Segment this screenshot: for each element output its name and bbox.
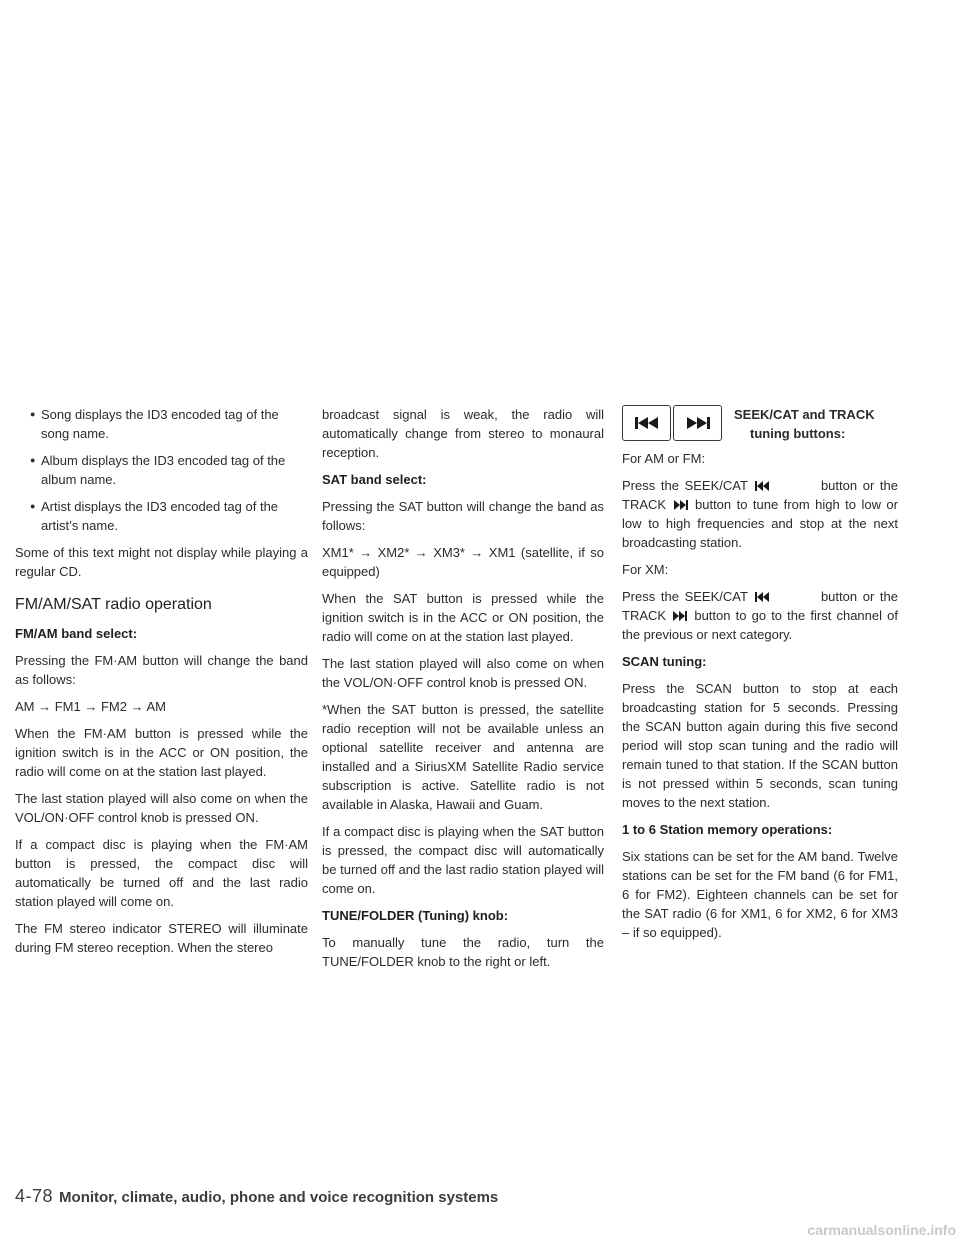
fmam-paragraph-3: The last station played will also come on when the VOL/ON·OFF control knob is pressed ON.: [15, 791, 308, 825]
amfm-text-b: button or the: [820, 478, 898, 493]
tune-heading: TUNE/FOLDER (Tuning) knob:: [322, 908, 509, 923]
amfm-text-a: Press the SEEK/CAT: [622, 478, 748, 493]
amfm-text-d: button to tune from high to low or low to high frequencies and stop at the next broadcasting station.: [622, 497, 898, 550]
skip-forward-icon: [674, 500, 688, 510]
seek-track-heading-row: [622, 405, 898, 443]
xm-text-d: button to go to the first channel of the previous or next category.: [622, 608, 898, 642]
skip-back-icon: [755, 592, 769, 602]
sat-paragraph-4: *When the SAT button is pressed, the satellite radio reception will not be available unless an optional satellite receiver and antenna are installed and a SiriusXM Satellite Radio service subscription is active. Satellite radio is not available in Alaska, Hawaii and Guam.: [322, 702, 604, 812]
amfm-instructions: [622, 476, 898, 552]
cd-note-paragraph: Some of this text might not display while playing a regular CD.: [15, 545, 308, 579]
memory-paragraph: Six stations can be set for the AM band. Twelve stations can be set for the FM band (6 for FM1, 6 for FM2). Eighteen channels can be set for the SAT radio (6 for XM1, 6 for XM2, 6 for XM3 – if so equipped).: [622, 849, 898, 940]
scan-heading: SCAN tuning:: [622, 654, 707, 669]
skip-forward-icon: [684, 416, 712, 430]
sat-paragraph-5: If a compact disc is playing when the SAT button is pressed, the compact disc will automatically be turned off and the last radio station played will come on.: [322, 824, 604, 896]
watermark: carmanualsonline.info: [807, 1222, 956, 1238]
sat-paragraph-2: When the SAT button is pressed while the ignition switch is in the ACC or ON position, the radio will come on at the station last played.: [322, 591, 604, 644]
page-footer: [15, 1187, 498, 1207]
fmam-paragraph-2: When the FM·AM button is pressed while the ignition switch is in the ACC or ON position, the radio will come on at the station last played.: [15, 726, 308, 779]
fmam-paragraph-5: The FM stereo indicator STEREO will illuminate during FM stereo reception. When the stereo: [15, 921, 308, 955]
seek-heading-line-1: SEEK/CAT and TRACK: [734, 407, 875, 422]
amfm-label: For AM or FM:: [622, 451, 706, 466]
column-2: [322, 405, 604, 979]
xm-label: For XM:: [622, 562, 669, 577]
seek-back-button-illustration: [622, 405, 671, 441]
bullet-artist: ● Artist displays the ID3 encoded tag of the artist’s name.: [15, 497, 308, 535]
xm-text-c: TRACK: [622, 608, 667, 623]
xm-text-a: Press the SEEK/CAT: [622, 589, 748, 604]
track-forward-button-illustration: [673, 405, 722, 441]
seek-heading-line-2: tuning buttons:: [750, 426, 846, 441]
sat-paragraph-3: The last station played will also come on when the VOL/ON·OFF control knob is pressed ON.: [322, 656, 604, 690]
skip-back-icon: [755, 481, 769, 491]
bullet-song: ● Song displays the ID3 encoded tag of the song name.: [15, 405, 308, 443]
seek-track-heading: [734, 405, 875, 443]
stereo-continuation: broadcast signal is weak, the radio will automatically change from stereo to monaural reception.: [322, 407, 604, 460]
fmam-heading: FM/AM band select:: [15, 626, 138, 641]
bullet-album: ● Album displays the ID3 encoded tag of the album name.: [15, 451, 308, 489]
chapter-title: Monitor, climate, audio, phone and voice recognition systems: [59, 1189, 499, 1206]
seek-track-buttons-illustration: [622, 405, 724, 441]
sat-heading: SAT band select:: [322, 472, 427, 487]
xm-instructions: [622, 587, 898, 644]
page-number: 4-78: [15, 1186, 54, 1206]
skip-forward-icon: [673, 611, 687, 621]
fmam-paragraph-1: Pressing the FM·AM button will change the band as follows:: [15, 653, 308, 687]
fmam-paragraph-4: If a compact disc is playing when the FM·AM button is pressed, the compact disc will automatically be turned off and the last radio station played will come on.: [15, 837, 308, 909]
tune-paragraph: To manually tune the radio, turn the TUNE/FOLDER knob to the right or left.: [322, 935, 604, 969]
sat-paragraph-1: Pressing the SAT button will change the band as follows:: [322, 499, 604, 533]
fmam-sequence: AM → FM1 → FM2 → AM: [15, 699, 166, 714]
amfm-text-c: TRACK: [622, 497, 667, 512]
scan-paragraph: Press the SCAN button to stop at each broadcasting station for 5 seconds. Pressing the SCAN button again during this five second period will stop scan tuning and the radio will remain tuned to that station. If the SCAN button is not pressed within 5 seconds, scan tuning moves to the next station.: [622, 681, 898, 810]
column-1: [15, 405, 308, 965]
memory-heading: 1 to 6 Station memory operations:: [622, 822, 833, 837]
section-title: FM/AM/SAT radio operation: [15, 596, 212, 613]
xm-text-b: button or the: [820, 589, 898, 604]
skip-back-icon: [633, 416, 661, 430]
column-3: [622, 405, 898, 950]
sat-sequence: XM1* → XM2* → XM3* → XM1 (satellite, if so equipped): [322, 545, 604, 579]
